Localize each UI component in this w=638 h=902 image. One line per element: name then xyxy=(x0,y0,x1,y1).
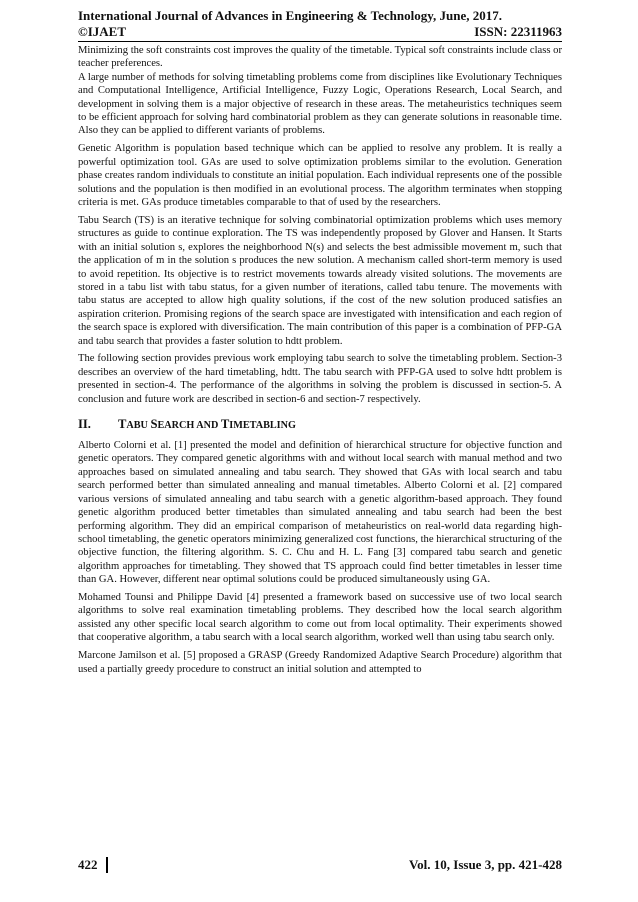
section-title: TABU SEARCH AND TIMETABLING xyxy=(118,417,296,432)
footer-divider xyxy=(106,857,108,873)
journal-title: International Journal of Advances in Engineering & Technology, June, 2017. xyxy=(78,8,503,23)
page-body xyxy=(78,8,562,676)
header-row xyxy=(78,24,562,40)
volume-info: Vol. 10, Issue 3, pp. 421-428 xyxy=(408,857,562,872)
paragraph: Minimizing the soft constraints cost improves the quality of the timetable. Typical soft constraints include class or teacher preferences. xyxy=(78,45,562,70)
page-footer xyxy=(78,857,562,873)
issn-label: ISSN: 22311963 xyxy=(474,24,562,39)
copyright-label: ©IJAET xyxy=(78,24,127,39)
paragraph: A large number of methods for solving timetabling problems come from disciplines like Evolutionary Techniques and Computational Intelligence, Artificial Intelligence, Fuzzy Logic, Operations Research, Local Search, and development in solving them is a major objective of research in these areas. The metaheuristics techniques seem to be efficient approach for solving hard combinatorial problem as they can generate solutions in reasonable time. Also they can be applied to different variants of problems. xyxy=(78,71,562,137)
section-number: II. xyxy=(78,417,91,432)
running-header xyxy=(78,8,562,40)
header-divider xyxy=(78,41,562,42)
paragraph: The following section provides previous work employing tabu search to solve the timetabling problem. Section-3 describes an overview of the hard timetabling, hdtt. The tabu search with PFP-GA used to solve hdtt problem is presented in section-4. The performance of the algorithms in solving the problem is discussed in section-5. A conclusion and future work are described in section-6 and section-7 respectively. xyxy=(78,353,562,405)
page-number: 422 xyxy=(78,857,98,872)
footer-left xyxy=(78,857,108,873)
paragraph: Marcone Jamilson et al. [5] proposed a GRASP (Greedy Randomized Adaptive Search Procedure) algorithm that used a partially greedy procedure to construct an initial solution and attempted to xyxy=(78,650,562,675)
paragraph: Alberto Colorni et al. [1] presented the model and definition of hierarchical structure for objective function and genetic operators. They compared genetic algorithms with and without local search with manual method and two approaches based on simulated annealing and tabu search. They showed that GAs with local search and tabu search performed better than simulated annealing and manual timetables. Alberto Colorni et al. [2] compared various versions of simulated annealing and tabu search with a genetic algorithm-based approach. They found genetic algorithm produced better timetables than simulated annealing and tabu search had been the best performing algorithm. They did an empirical comparison of metaheuristics on real-world data regarding high-school timetabling, the genetic operators minimizing generalized cost functions, the hierarchical structuring of the objective function, the filtering algorithm. S. C. Chu and H. L. Fang [3] compared tabu search and genetic algorithm approaches for timetabling. They showed that TS approach could find better timetables in lesser time than GA. However, different near optimal solutions could be produced simultaneously using GA. xyxy=(78,440,562,586)
paragraph: Tabu Search (TS) is an iterative technique for solving combinatorial optimization problems which uses memory structures as guide to continue exploration. The TS was independently proposed by Glover and Hansen. It Starts with an initial solution s, explores the neighborhood N(s) and selects the best admissible movement m, such that the application of m in the solution s produces the new solution. A mechanism called short-term memory is used to avoid repetition. Its objective is to restrict movements towards already visited solutions. The movements are stored in a tabu list with tabu status, for a given number of iterations, called tabu tenure. The movements with tabu status are accepted to allow high quality solutions, if the cost of the new solution produced satisfies an aspiration criterion. Promising regions of the search space are investigated with intensification and each region of the search space is explored with diversification. The main contribution of this paper is a combination of PFP-GA and tabu search that provides a faster solution to hdtt problem. xyxy=(78,214,562,347)
section-heading xyxy=(78,416,562,434)
paragraph: Mohamed Tounsi and Philippe David [4] presented a framework based on successive use of two local search algorithms to solve real examination timetabling problems. They described how the local search algorithm assisted any other specific local search algorithm to come out from local optimality. Their experiments showed that cooperative algorithm, a tabu search with a local search algorithm, worked well than using tabu search only. xyxy=(78,592,562,644)
paragraph: Genetic Algorithm is population based technique which can be applied to resolve any problem. It is really a powerful optimization tool. GAs are used to solve optimization problems similar to the evolution. Generation phase creates random individuals to constitute an initial population. Each individual represents one of the possible solutions and the population is then modified in an evolutional process. The algorithm terminates when stopping criteria is met. GAs produce timetables comparable to that of used by the researchers. xyxy=(78,143,562,208)
